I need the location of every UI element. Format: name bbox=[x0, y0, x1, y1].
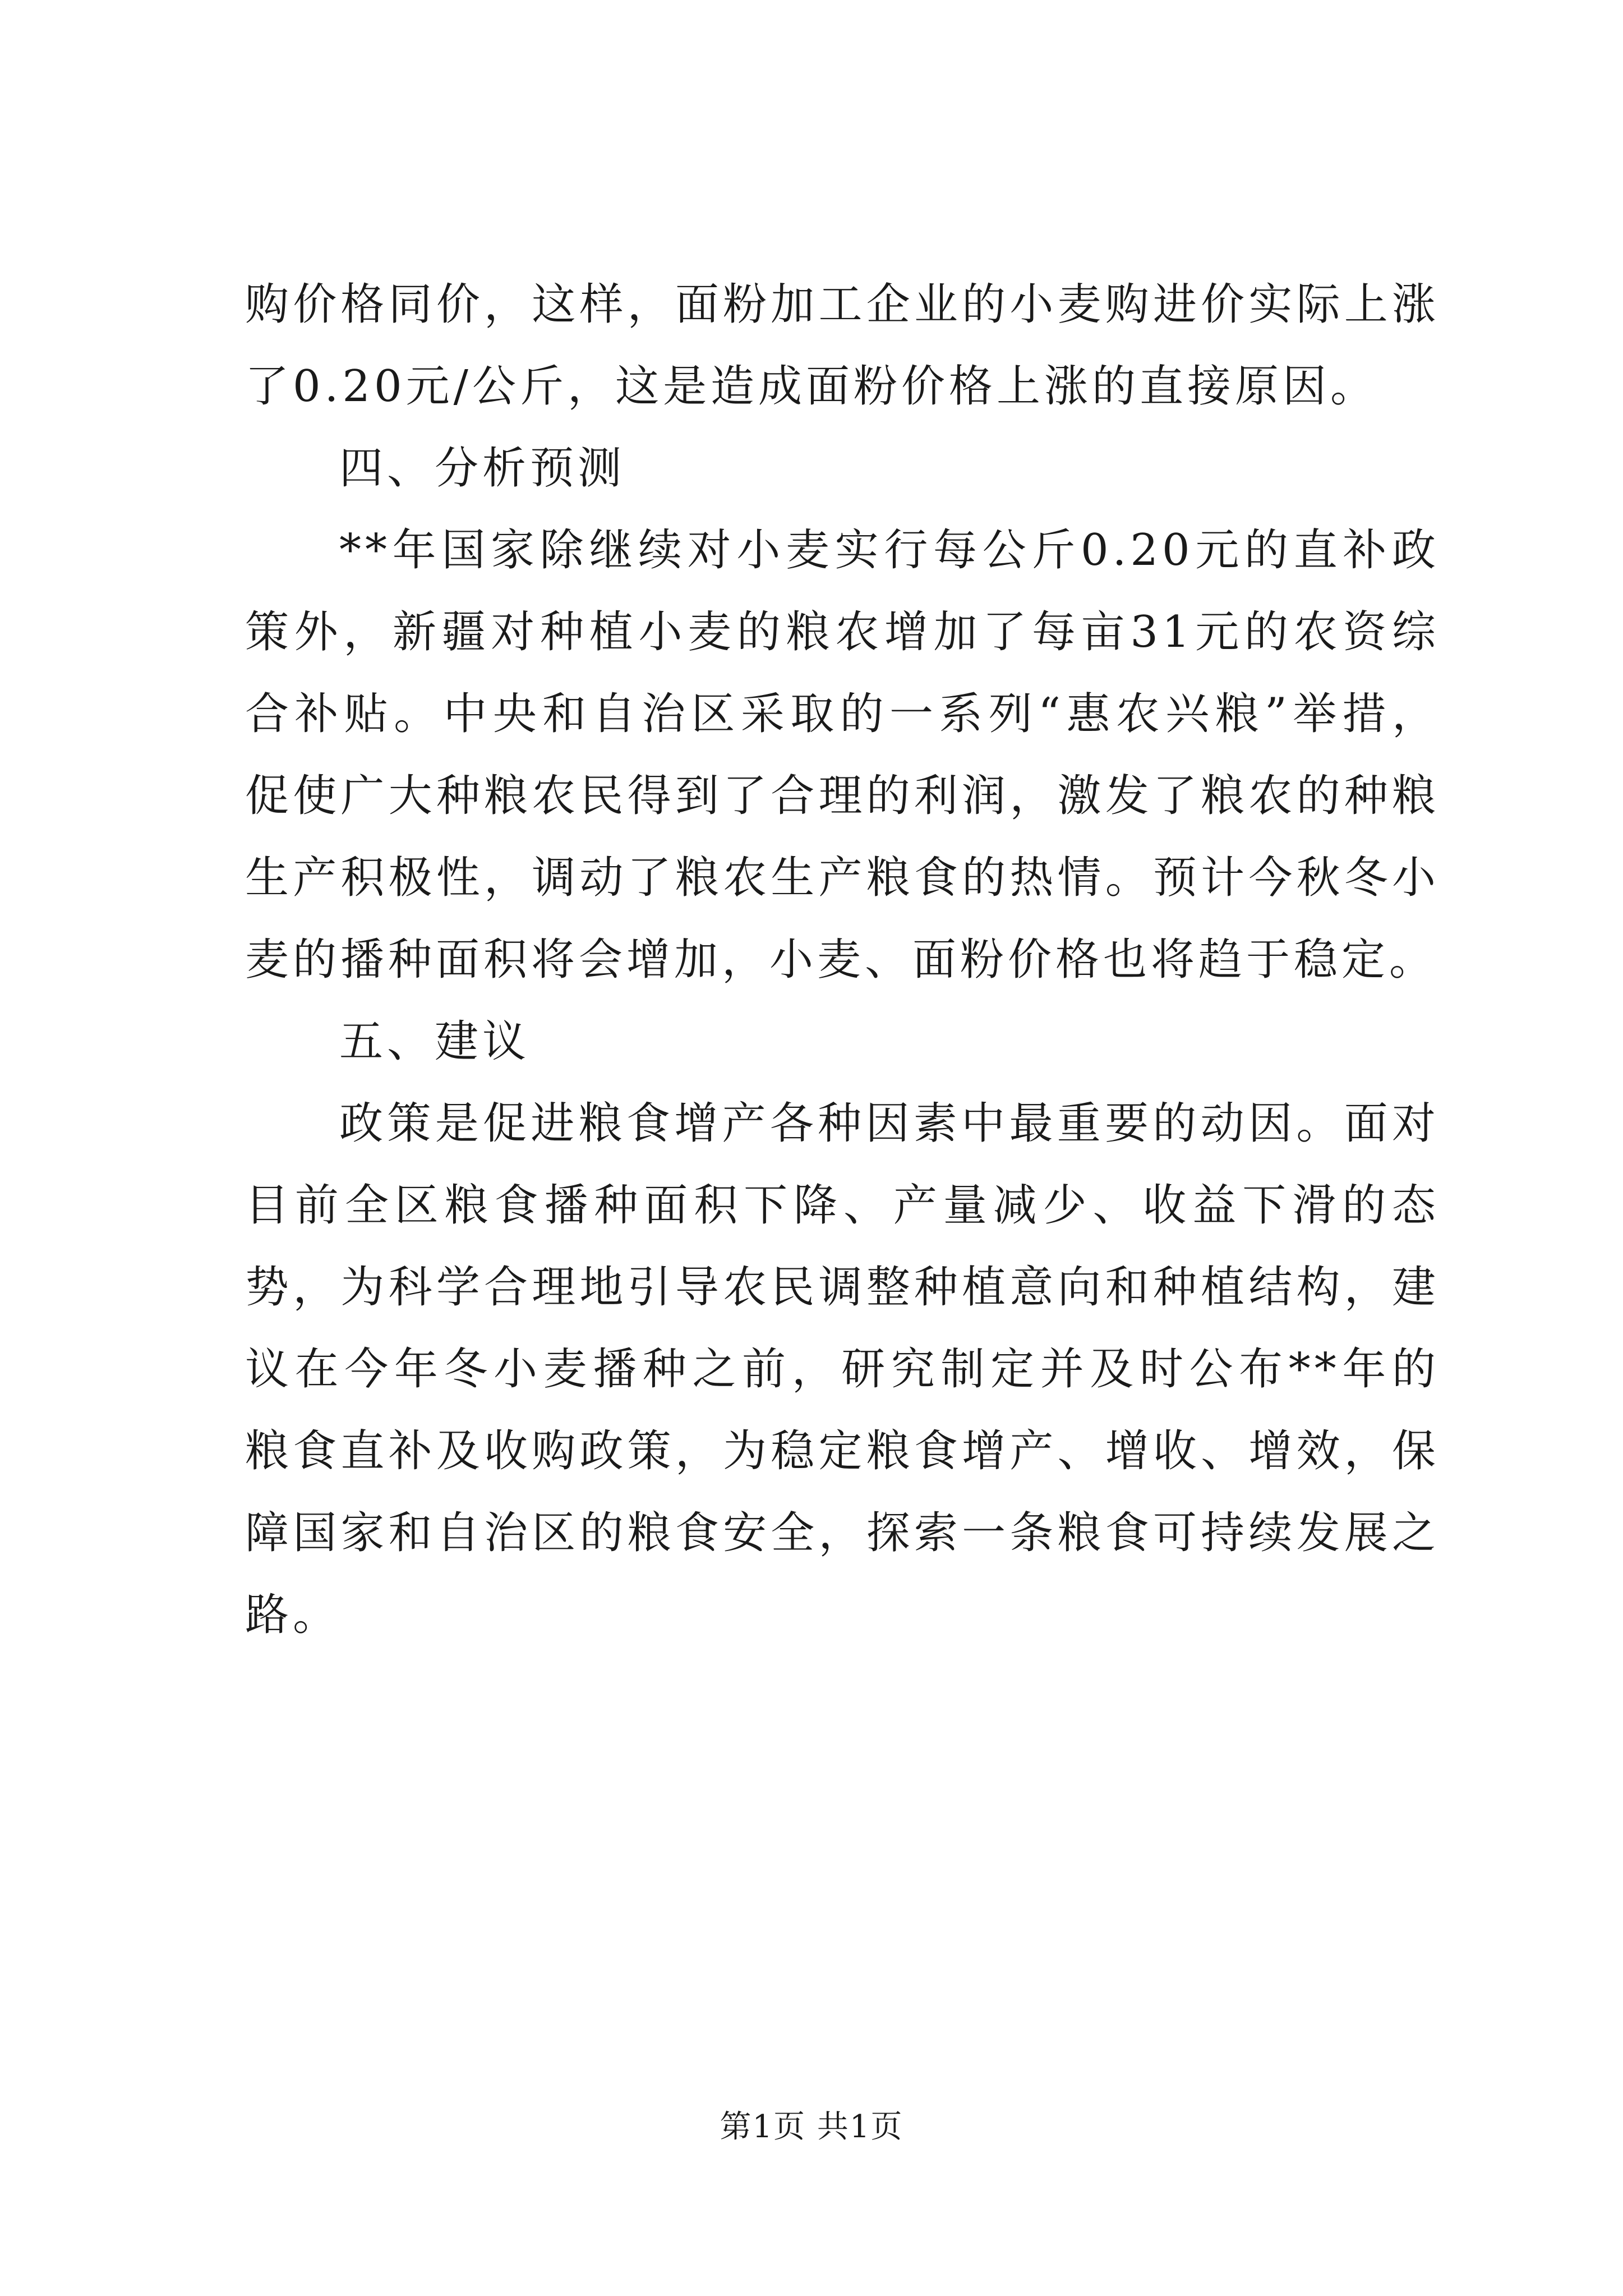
document-body bbox=[245, 264, 1440, 1656]
section-heading-suggestions: 五、建议 bbox=[339, 1016, 531, 1067]
page-number-footer: 第1页 共1页 bbox=[720, 2109, 903, 2145]
paragraph-suggestions: 政策是促进粮食增产各种因素中最重要的动因。面对目前全区粮食播种面积下降、产量减少、收益下滑的态势，为科学合理地引导农民调整种植意向和种植结构，建议在今年冬小麦播种之前，研究制定并及时公布**年的粮食直补及收购政策，为稳定粮食增产、增收、增效，保障国家和自治区的粮食安全，探索一条粮食可持续发展之路。 bbox=[245, 1098, 1440, 1640]
paragraph-analysis-forecast: **年国家除继续对小麦实行每公斤0.20元的直补政策外，新疆对种植小麦的粮农增加了每亩31元的农资综合补贴。中央和自治区采取的一系列“惠农兴粮”举措，促使广大种粮农民得到了合理的利润，激发了粮农的种粮生产积极性，调动了粮农生产粮食的热情。预计今秋冬小麦的播种面积将会增加，小麦、面粉价格也将趋于稳定。 bbox=[245, 525, 1440, 985]
paragraph-continuation: 购价格同价，这样，面粉加工企业的小麦购进价实际上涨了0.20元/公斤，这是造成面粉价格上涨的直接原因。 bbox=[245, 279, 1440, 412]
section-heading-analysis-forecast: 四、分析预测 bbox=[339, 443, 626, 494]
